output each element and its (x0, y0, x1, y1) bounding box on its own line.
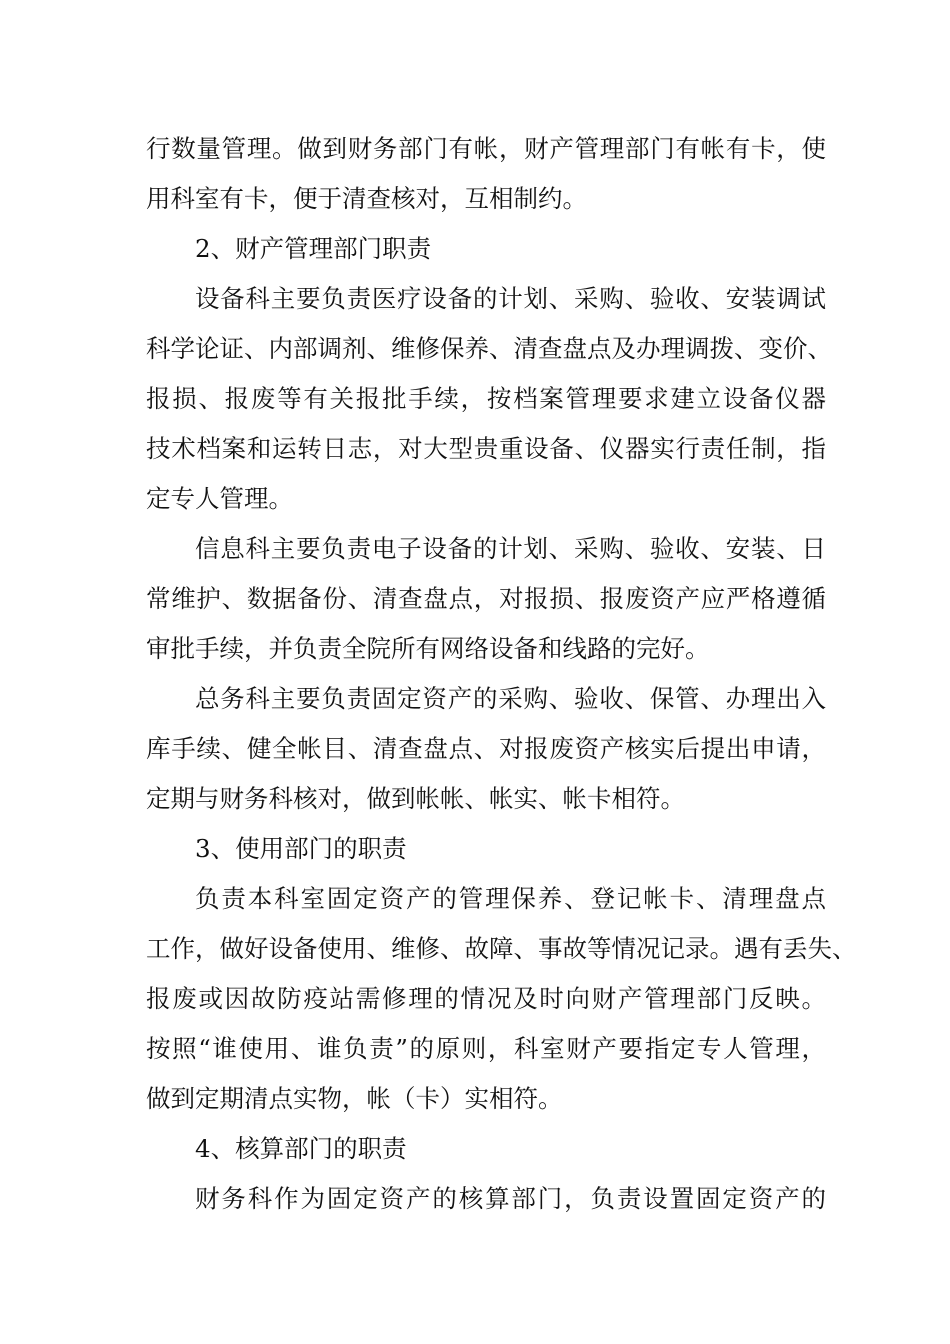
text-line: 定期与财务科核对，做到帐帐、帐实、帐卡相符。 (146, 784, 685, 813)
text-line: 行数量管理。做到财务部门有帐，财产管理部门有帐有卡，使 (146, 134, 826, 163)
text-line: 按照“谁使用、谁负责”的原则，科室财产要指定专人管理， (146, 1034, 826, 1063)
body-text (146, 124, 857, 1224)
text-line: 设备科主要负责医疗设备的计划、采购、验收、安装调试 (195, 284, 826, 313)
text-line: 2、财产管理部门职责 (195, 234, 432, 263)
text-line: 报损、报废等有关报批手续，按档案管理要求建立设备仪器 (146, 384, 826, 413)
text-line: 科学论证、内部调剂、维修保养、清查盘点及办理调拨、变价、 (146, 334, 832, 363)
text-line: 定专人管理。 (146, 484, 293, 513)
text-line: 信息科主要负责电子设备的计划、采购、验收、安装、日 (195, 534, 826, 563)
text-line: 3、使用部门的职责 (195, 834, 407, 863)
text-line: 总务科主要负责固定资产的采购、验收、保管、办理出入 (195, 684, 826, 713)
text-line: 4、核算部门的职责 (195, 1134, 407, 1163)
text-line: 做到定期清点实物，帐（卡）实相符。 (146, 1084, 563, 1113)
text-line: 工作，做好设备使用、维修、故障、事故等情况记录。遇有丢失、 (146, 934, 857, 963)
text-line: 负责本科室固定资产的管理保养、登记帐卡、清理盘点 (195, 884, 826, 913)
text-line: 报废或因故防疫站需修理的情况及时向财产管理部门反映。 (146, 984, 826, 1013)
text-line: 技术档案和运转日志，对大型贵重设备、仪器实行责任制，指 (146, 434, 826, 463)
text-line: 审批手续，并负责全院所有网络设备和线路的完好。 (146, 634, 710, 663)
text-line: 财务科作为固定资产的核算部门，负责设置固定资产的 (195, 1184, 826, 1213)
text-line: 常维护、数据备份、清查盘点，对报损、报废资产应严格遵循 (146, 584, 826, 613)
text-line: 用科室有卡，便于清查核对，互相制约。 (146, 184, 587, 213)
text-line: 库手续、健全帐目、清查盘点、对报废资产核实后提出申请， (146, 734, 826, 763)
